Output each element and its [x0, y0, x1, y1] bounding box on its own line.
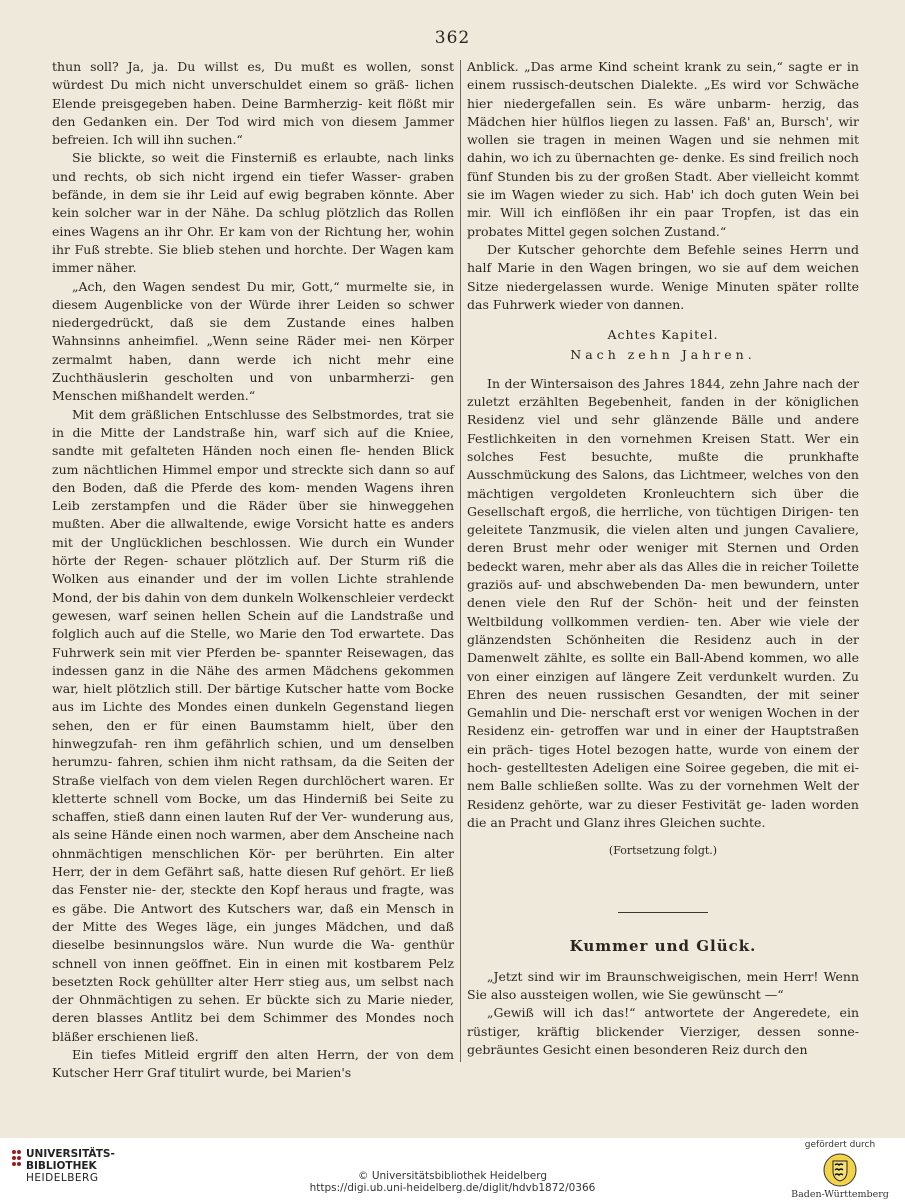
story-title: Kummer und Glück. — [569, 937, 757, 956]
library-name-line: UNIVERSITÄTS- — [26, 1148, 115, 1160]
right-column — [467, 58, 859, 1059]
source-url-link[interactable]: https://digi.ub.uni-heidelberg.de/diglit/hdvb1872/0366 — [309, 1182, 596, 1194]
paragraph: Anblick. „Das arme Kind scheint krank zu sein,“ sagte er in einem russisch-deutschen Dialekte. „Es wird vor Schwäche hier niedergefallen sein. Es wäre unbarm- herzig, das Mädchen hier hülflos liegen zu lassen. Faß' an, Bursch', wir wollen sie tragen in meinen Wagen und sie nehmen mit dahin, wo ich zu übernachten ge- denke. Es sind freilich noch fünf Stunden bis zu der großen Stadt. Aber vielleicht kommt sie im Wagen wieder zu sich. Hab' ich doch guten Wein bei mir. Will ich einflößen ihr ein paar Tropfen, ist das ein probates Mittel gegen solchen Zustand.“ — [467, 59, 859, 239]
paragraph: Mit dem gräßlichen Entschlusse des Selbstmordes, trat sie in die Mitte der Landstraße hin, warf sich auf die Kniee, sandte mit gefalteten Händen noch einen fle- henden Blick zum nächtlichen Himmel empor und streckte sich dann so auf den Boden, daß die Pferde des kom- menden Wagens ihren Leib zerstampfen und die Räder über sie hinweggehen mußten. Aber die allwaltende, ewige Vorsicht hatte es anders mit der Unglücklichen beschlossen. Wie durch ein Wunder hörte der Regen- schauer plötzlich auf. Der Sturm riß die Wolken aus einander und der im vollen Lichte strahlende Mond, der bis dahin von dem dunkeln Wolkenschleier verdeckt gewesen, warf seinen hellen Schein auf die Landstraße und folglich auch auf die Stelle, wo Marie den Tod erwartete. Das Fuhrwerk sein mit vier Pferden be- spannter Reisewagen, das indessen ganz in die Nähe des armen Mädchens gekommen war, hielt plötzlich still. Der bärtige Kutscher hatte vom Bocke aus im Lichte des Mondes einen dunkeln Gegenstand liegen sehen, den er für einen Baumstamm hielt, über den hinwegzufah- ren ihm gefährlich schien, und um denselben herumzu- fahren, schien ihm nicht rathsam, da die Seiten der Straße vielfach von dem vielen Regen durchlöchert waren. Er kletterte schnell vom Bocke, um das Hinderniß bei Seite zu schaffen, stieß dann einen lauten Ruf der Ver- wunderung aus, als seine Hände einen noch warmen, aber dem Anscheine nach ohnmächtigen menschlichen Kör- per berührten. Ein alter Herr, der in dem Gefährt saß, hatte diesen Ruf gehört. Er ließ das Fenster nie- der, steckte den Kopf heraus und fragte, was es gäbe. Die Antwort des Kutschers war, daß ein Mensch in der Mitte des Weges läge, ein junges Mädchen, und daß dieselbe besinnungslos wäre. Nun wurde die Wa- genthür schnell von innen geöffnet. Ein in einen mit kostbarem Pelz besetzten Rock gehüllter alter Herr stieg aus, um selbst nach der Ohnmächtigen zu sehen. Er bückte sich zu Marie nieder, deren blasses Antlitz bei dem Schimmer des Mondes noch bläßer erschienen ließ. — [52, 406, 454, 1044]
paragraph: Sie blickte, so weit die Finsterniß es erlaubte, nach links und rechts, ob sich nicht irgend ein tiefer Wasser- graben befände, in dem sie ihr Leid auf ewig begraben könnte. Aber kein solcher war in der Nähe. Da schlug plötzlich das Rollen eines Wagens an ihr Ohr. Er kam von der Richtung her, wohin ihr Fuß strebte. Sie blieb stehen und horchte. Der Wagen kam immer näher. — [52, 150, 454, 276]
continuation-note: (Fortsetzung folgt.) — [608, 844, 718, 858]
column-divider — [460, 60, 461, 1062]
left-column — [52, 58, 454, 1083]
paragraph: In der Wintersaison des Jahres 1844, zehn Jahre nach der zuletzt erzählten Begebenheit, fanden in der königlichen Residenz viel und sehr glänzende Bälle und andere Festlichkeiten in den vornehmen Kreisen Statt. Wer ein solches Fest besuchte, mußte die prunkhafte Ausschmückung des Salons, das Lichtmeer, welches von den mächtigen vergoldeten Kronleuchtern sich über die Gesellschaft ergoß, die herrliche, von tüchtigen Dirigen- ten geleitete Tanzmusik, die vielen alten und jungen Cavaliere, deren Brust mehr oder weniger mit Sternen und Orden bedeckt waren, mehr aber als das Alles die in reicher Toilette graziös auf- und abschwebenden Da- men bewundern, unter denen viele den Ruf der Schön- heit und der feinsten Weltbildung vollkommen verdien- ten. Aber wie viele der glänzendsten Schönheiten die Residenz auch in der Damenwelt zählte, es sollte ein Ball-Abend kommen, wo alle von einer einzigen auf längere Zeit verdunkelt wurden. Zu Ehren des neuen russischen Gesandten, der mit seiner Gemahlin und Die- nerschaft erst vor wenigen Wochen in der Residenz ein- getroffen war und in einer der Hauptstraßen ein präch- tiges Hotel bezogen hatte, wurde von einem der hoch- gestelltesten Adeligen eine Soiree gegeben, die mit ei- nem Balle schließen sollte. Was zu der vornehmen Welt der Residenz gehörte, war zu dieser Festivität ge- laden worden die an Pracht und Glanz ihres Gleichen suchte. — [467, 375, 859, 830]
paragraph: thun soll? Ja, ja. Du willst es, Du mußt es wollen, sonst würdest Du mich nicht unverschuldet einem so gräß- lichen Elende preisgegeben haben. Deine Barmherzig- keit flößt mir den Gedanken ein. Der Tod wird mich von diesem Jammer befreien. Ich will ihn suchen.“ — [52, 59, 454, 148]
library-name-line: HEIDELBERG — [26, 1172, 99, 1184]
library-name-line: BIBLIOTHEK — [26, 1160, 97, 1172]
footer — [0, 1138, 905, 1203]
paragraph: Ein tiefes Mitleid ergriff den alten Herrn, der von dem Kutscher Herr Graf titulirt wurde, bei Marien's — [52, 1047, 454, 1081]
chapter-title: Achtes Kapitel. — [607, 327, 719, 343]
paragraph: Der Kutscher gehorchte dem Befehle seines Herrn und half Marie in den Wagen bringen, wo sie auf dem weichen Sitze niedergelassen wurde. Wenige Minuten später rollte das Fuhrwerk wieder von dannen. — [467, 241, 859, 312]
paragraph: „Gewiß will ich das!“ antwortete der Angeredete, ein rüstiger, kräftig blickender Vierziger, dessen sonne- gebräuntes Gesicht einen besonderen Reiz durch den — [467, 1005, 859, 1057]
coat-of-arms-icon — [822, 1152, 858, 1188]
sponsor-label: gefördert durch — [804, 1140, 876, 1150]
page-number: 362 — [434, 28, 471, 48]
sponsor-block — [785, 1140, 895, 1200]
chapter-subtitle: Nach zehn Jahren. — [570, 347, 756, 363]
copyright-block — [0, 1170, 905, 1194]
sponsor-name: Baden-Württemberg — [791, 1189, 889, 1200]
paragraph: „Ach, den Wagen sendest Du mir, Gott,“ murmelte sie, in diesem Augenblicke von der Würde ihrer Leiden so schwer niedergedrückt, daß sie dem Zustande eines halben Wahnsinns anheimfiel. „Wenn seine Räder mei- nen Körper zermalmt haben, dann werde ich nicht mehr eine Zuchthäuslerin gescholten und von unbarmherzi- gen Menschen mißhandelt werden.“ — [52, 278, 454, 404]
paragraph: „Jetzt sind wir im Braunschweigischen, mein Herr! Wenn Sie also aussteigen wollen, wie Sie gewünscht —“ — [467, 968, 859, 1003]
copyright-text: © Universitätsbibliothek Heidelberg — [357, 1170, 547, 1182]
section-divider — [618, 912, 708, 913]
